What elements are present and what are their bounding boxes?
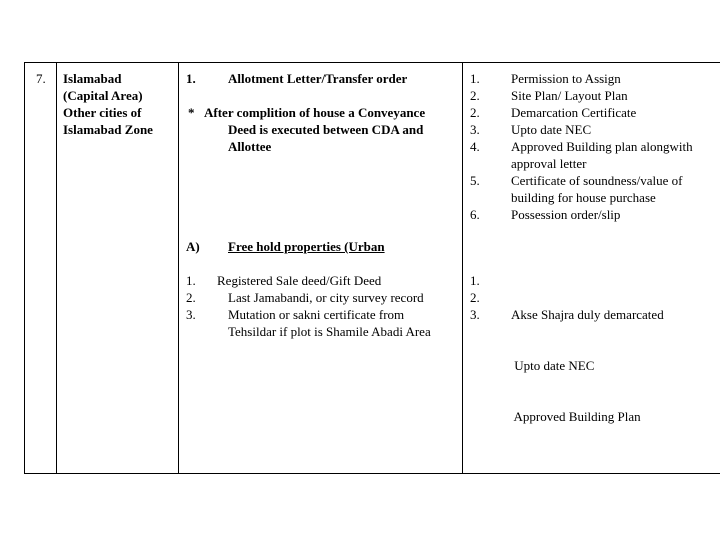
- list-item: Tehsildar if plot is Shamile Abadi Area: [228, 324, 431, 339]
- requirements-lower-numbers: [470, 272, 480, 323]
- area-line: (Capital Area): [63, 88, 143, 103]
- requirement-number: 1.: [470, 71, 480, 86]
- requirement-line: Akse Shajra duly demarcated: [511, 307, 664, 322]
- requirement-line: building for house purchase: [511, 190, 656, 205]
- requirement-number: 2.: [470, 290, 480, 305]
- note-line: Allottee: [228, 139, 272, 154]
- item1-text: Allotment Letter/Transfer order: [228, 71, 408, 86]
- list-item: Mutation or sakni certificate from: [228, 307, 405, 322]
- requirements-lower-list: [511, 272, 664, 442]
- list-item: Registered Sale deed/Gift Deed: [217, 273, 382, 288]
- serial-number: 7.: [36, 71, 46, 86]
- note-line: After complition of house a Conveyance: [204, 105, 426, 120]
- requirements-upper-list: [511, 70, 693, 223]
- requirement-line: Approved Building Plan: [511, 409, 641, 424]
- section-title: Free hold properties (Urban: [228, 239, 385, 254]
- item1-number: 1.: [186, 71, 196, 86]
- requirement-line: Possession order/slip: [511, 207, 621, 222]
- requirement-number: 2.: [470, 88, 480, 103]
- requirement-number: 1.: [470, 273, 480, 288]
- requirement-number: 2.: [470, 105, 480, 120]
- list-item: Last Jamabandi, or city survey record: [228, 290, 424, 305]
- requirement-line: Demarcation Certificate: [511, 105, 637, 120]
- requirement-number: 5.: [470, 173, 480, 188]
- requirement-line: Site Plan/ Layout Plan: [511, 88, 628, 103]
- requirement-number: 3.: [470, 307, 480, 322]
- requirement-line: Approved Building plan alongwith: [511, 139, 693, 154]
- area-line: Islamabad: [63, 71, 122, 86]
- area-line: Other cities of: [63, 105, 142, 120]
- requirement-line: approval letter: [511, 156, 587, 171]
- area-line: Islamabad Zone: [63, 122, 153, 137]
- requirement-number: 4.: [470, 139, 480, 154]
- note-star: *: [188, 105, 195, 120]
- requirement-line: Upto date NEC: [511, 122, 592, 137]
- area-cell: [63, 70, 153, 138]
- list-number: 1.: [186, 273, 196, 288]
- list-number: 2.: [186, 290, 196, 305]
- column-divider-2: [178, 62, 179, 474]
- requirement-number: 6.: [470, 207, 480, 222]
- column-divider-3: [462, 62, 463, 474]
- requirement-line: Upto date NEC: [511, 358, 595, 373]
- note-line: Deed is executed between CDA and: [228, 122, 424, 137]
- requirement-line: Permission to Assign: [511, 71, 621, 86]
- section-label: A): [186, 239, 200, 254]
- free-hold-list-numbers: [186, 272, 196, 323]
- column-divider-1: [56, 62, 57, 474]
- list-number: 3.: [186, 307, 196, 322]
- requirement-line: Certificate of soundness/value of: [511, 173, 683, 188]
- requirement-number: 3.: [470, 122, 480, 137]
